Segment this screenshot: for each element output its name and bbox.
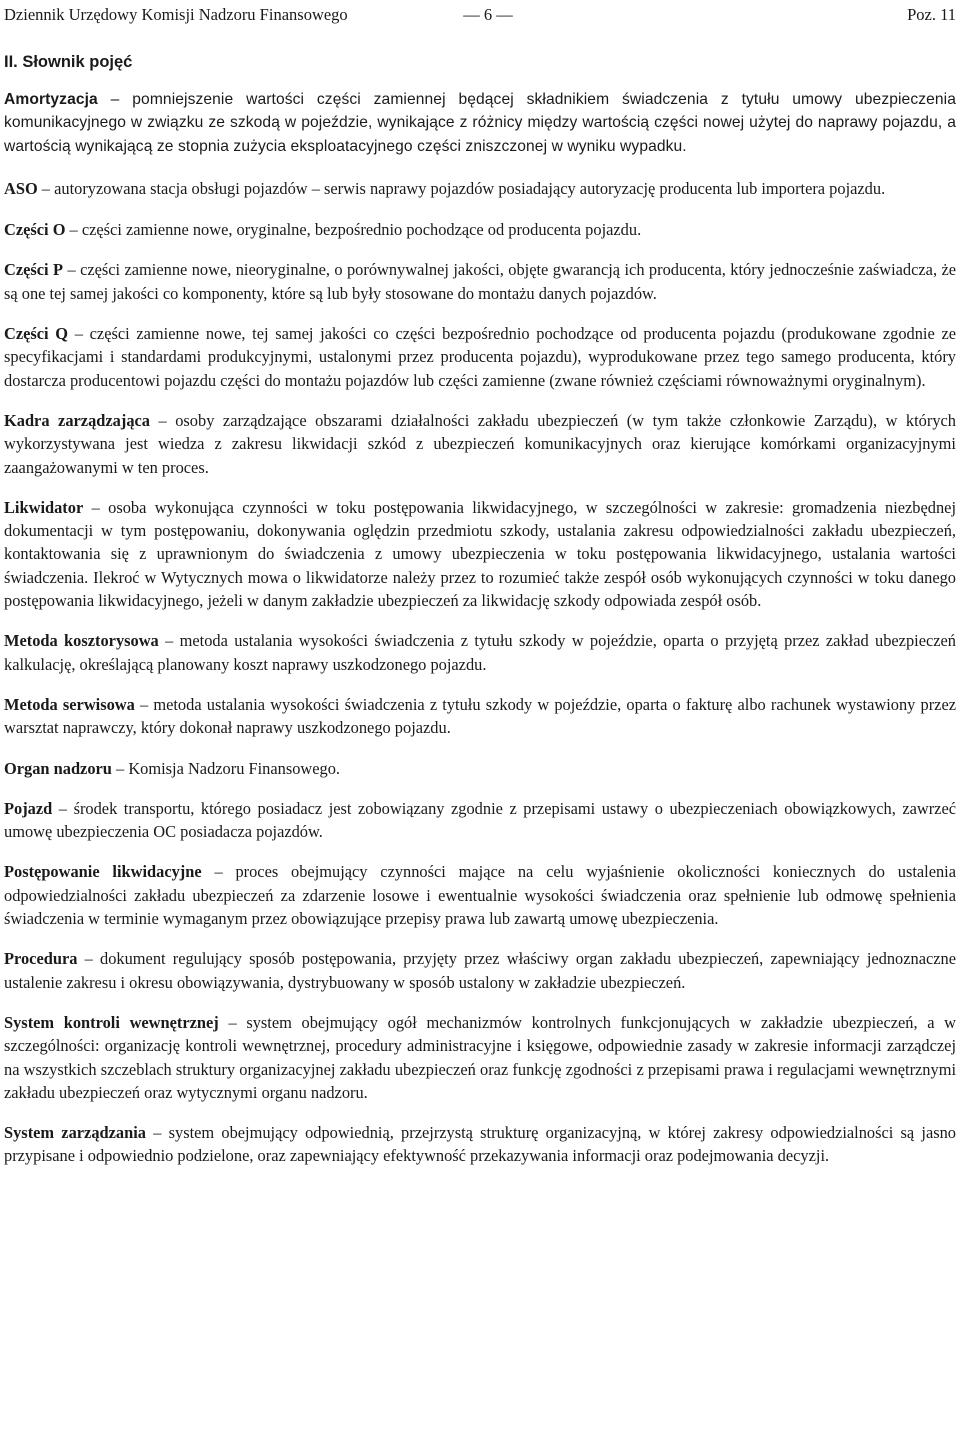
- definition-term: Kadra zarządzająca: [4, 410, 150, 430]
- running-header: [4, 0, 956, 30]
- definition-organ-nadzoru: Organ nadzoru – Komisja Nadzoru Finansowego.: [4, 758, 340, 778]
- definition-text: części zamienne nowe, oryginalne, bezpośrednio pochodzące od producenta pojazdu.: [81, 220, 642, 240]
- document-page: [4, 0, 956, 1168]
- definition-term: Postępowanie likwidacyjne: [4, 862, 202, 882]
- definition-term: Amortyzacja: [4, 91, 98, 108]
- definition-term: Procedura: [4, 949, 78, 969]
- definition-term: Części P: [4, 260, 64, 280]
- definition-pojazd: Pojazd – środek transportu, którego posiadacz jest zobowiązany zgodnie z przepisami ustawy o ubezpieczeniach obowiązkowych, zawrzeć umowę ubezpieczenia OC posiadacza pojazdów.: [4, 798, 957, 842]
- definition-metoda-kosztorysowa: Metoda kosztorysowa – metoda ustalania wysokości świadczenia z tytułu szkody w pojeździe, oparta o przyjętą przez zakład ubezpieczeń kalkulację, określającą planowany koszt naprawy uszkodzonego pojazdu.: [4, 631, 956, 674]
- definition-term: Metoda serwisowa: [4, 694, 135, 714]
- glossary: [4, 88, 956, 1168]
- definition-text: proces obejmujący czynności mające na celu wyjaśnienie okoliczności koniecznych do ustalenia odpowiedzialności zakładu ubezpieczeń za zdarzenie losowe i ewentualnie wysokości świadczenia oraz spełnienie lub odmowę spełnienia świadczenia w terminie wymaganym przez obowiązujące przepisy prawa lub zawartą umowę ubezpieczenia.: [4, 862, 957, 929]
- definition-likwidator: Likwidator – osoba wykonująca czynności w toku postępowania likwidacyjnego, w szczególności w zakresie: gromadzenia niezbędnej dokumentacji w tym postępowaniu, dokonywania oględzin przedmiotu szkody, ustalania zakresu odpowiedzialności zakładu ubezpieczeń, kontaktowania się z uprawnionym do świadczenia z umowy ubezpieczenia w toku postępowania likwidacyjnego, ustalania wartości świadczenia. Ilekroć w Wytycznych mowa o likwidatorze należy przez to rozumieć także zespół osób wykonujących czynności w toku danego postępowania likwidacyjnego, jeżeli w danym zakładzie ubezpieczeń za likwidację szkody odpowiada zespół osób.: [4, 497, 956, 611]
- definition-text: Komisja Nadzoru Finansowego.: [128, 758, 340, 778]
- definition-text: części zamienne nowe, tej samej jakości co części bezpośrednio pochodzące od producenta pojazdu (produkowane zgodnie ze specyfikacjami i standardami produkcyjnymi, ustalonymi przez producenta pojazdu), wyprodukowane przez tego samego producenta, który dostarcza producentowi pojazdu części do montażu pojazdów lub części zamienne (zwane również częściami równoważnymi oryginalnym).: [4, 324, 956, 390]
- section-title: II. Słownik pojęć: [4, 53, 133, 71]
- definition-system-kontroli-wewnetrznej: System kontroli wewnętrznej – system obejmujący ogół mechanizmów kontrolnych funkcjonujących w zakładzie ubezpieczeń, a w szczególności: organizację kontroli wewnętrznej, procedury administracyjne i księgowe, odpowiednie zasady w zakresie informacji zarządczej na wszystkich szczeblach struktury organizacyjnej zakładu ubezpieczeń oraz funkcję zgodności z przepisami prawa i regulacjami wewnętrznymi zakładu ubezpieczeń oraz wytycznymi organu nadzoru.: [4, 1012, 957, 1102]
- definition-aso: ASO – autoryzowana stacja obsługi pojazdów – serwis naprawy pojazdów posiadający autoryzację producenta lub importera pojazdu.: [4, 178, 886, 198]
- definition-procedura: Procedura – dokument regulujący sposób postępowania, przyjęty przez właściwy organ zakładu ubezpieczeń, zapewniający jednoznaczne ustalenie zakresu i okresu obowiązywania, dystrybuowany w sposób ustalony w zakładzie ubezpieczeń.: [4, 949, 957, 992]
- definition-text: metoda ustalania wysokości świadczenia z tytułu szkody w pojeździe, oparta o przyjętą przez zakład ubezpieczeń kalkulację, określającą planowany koszt naprawy uszkodzonego pojazdu.: [4, 631, 956, 674]
- definition-postepowanie-likwidacyjne: Postępowanie likwidacyjne – proces obejmujący czynności mające na celu wyjaśnienie okoliczności koniecznych do ustalenia odpowiedzialności zakładu ubezpieczeń za zdarzenie losowe i ewentualnie wysokości świadczenia oraz spełnienie lub odmowę spełnienia świadczenia w terminie wymaganym przez obowiązujące przepisy prawa lub zawartą umowę ubezpieczenia.: [4, 862, 957, 929]
- definition-text: osoba wykonująca czynności w toku postępowania likwidacyjnego, w szczególności w zakresie: gromadzenia niezbędnej dokumentacji w tym postępowaniu, dokonywania oględzin przedmiotu szkody, ustalania zakresu odpowiedzialności zakładu ubezpieczeń, kontaktowania się z uprawnionym do świadczenia z umowy ubezpieczenia w toku postępowania likwidacyjnego, ustalania wartości świadczenia. Ilekroć w Wytycznych mowa o likwidatorze należy przez to rozumieć także zespół osób wykonujących czynności w toku danego postępowania likwidacyjnego, jeżeli w danym zakładzie ubezpieczeń za likwidację szkody odpowiada zespół osób.: [4, 497, 956, 611]
- definition-text: osoby zarządzające obszarami działalności zakładu ubezpieczeń (w tym także członkowie Zarządu), w których wykorzystywana jest wiedza z zakresu likwidacji szkód z ubezpieczeń komunikacyjnych oraz kierujące komórkami organizacyjnymi zaangażowanymi w ten proces.: [4, 410, 956, 477]
- definition-czesci-p: Części P – części zamienne nowe, nieoryginalne, o porównywalnej jakości, objęte gwarancją ich producenta, który jednocześnie zaświadcza, że są one tej samej jakości co komponenty, które są lub były stosowane do montażu danych pojazdów.: [4, 260, 957, 303]
- definition-czesci-q: Części Q – części zamienne nowe, tej samej jakości co części bezpośrednio pochodzące od producenta pojazdu (produkowane zgodnie ze specyfikacjami i standardami produkcyjnymi, ustalonymi przez producenta pojazdu), wyprodukowane przez tego samego producenta, który dostarcza producentowi pojazdu części do montażu pojazdów lub części zamienne (zwane również częściami równoważnymi oryginalnym).: [4, 324, 956, 390]
- definition-term: Metoda kosztorysowa: [4, 631, 159, 651]
- definition-text: system obejmujący odpowiednią, przejrzystą strukturę organizacyjną, w której zakresy odpowiedzialności są jasno przypisane i odpowiednio podzielone, oraz zapewniający efektywność przekazywania informacji oraz podejmowania decyzji.: [4, 1123, 957, 1166]
- definition-metoda-serwisowa: Metoda serwisowa – metoda ustalania wysokości świadczenia z tytułu szkody w pojeździe, oparta o fakturę albo rachunek wystawiony przez warsztat naprawczy, który dokonał naprawy uszkodzonego pojazdu.: [4, 694, 956, 738]
- definition-text: pomniejszenie wartości części zamiennej będącej składnikiem świadczenia z tytułu umowy ubezpieczenia komunikacyjnego w związku ze szkodą w pojeździe, wynikające z różnicy między wartością części nowej użytej do naprawy pojazdu, a wartością wynikającą ze stopnia zużycia eksploatacyjnego części zniszczonej w wyniku wypadku.: [4, 91, 957, 155]
- definition-term: ASO: [4, 178, 38, 198]
- journal-title: Dziennik Urzędowy Komisji Nadzoru Finansowego: [4, 5, 348, 24]
- definition-czesci-o: Części O – części zamienne nowe, oryginalne, bezpośrednio pochodzące od producenta pojazdu.: [4, 220, 642, 240]
- definition-text: system obejmujący ogół mechanizmów kontrolnych funkcjonujących w zakładzie ubezpieczeń, a w szczególności: organizację kontroli wewnętrznej, procedury administracyjne i księgowe, odpowiednie zasady w zakresie informacji zarządczej na wszystkich szczeblach struktury organizacyjnej zakładu ubezpieczeń oraz funkcję zgodności z przepisami prawa i regulacjami wewnętrznymi zakładu ubezpieczeń oraz wytycznymi organu nadzoru.: [4, 1012, 957, 1102]
- definition-term: Części Q: [4, 324, 69, 344]
- page-number: — 6 —: [463, 5, 513, 24]
- definition-text: części zamienne nowe, nieoryginalne, o porównywalnej jakości, objęte gwarancją ich producenta, który jednocześnie zaświadcza, że są one tej samej jakości co komponenty, które są lub były stosowane do montażu danych pojazdów.: [4, 260, 957, 303]
- position-number: Poz. 11: [907, 5, 956, 24]
- definition-term: Organ nadzoru: [4, 758, 112, 778]
- definition-text: autoryzowana stacja obsługi pojazdów – serwis naprawy pojazdów posiadający autoryzację producenta lub importera pojazdu.: [54, 178, 886, 198]
- definition-term: Części O: [4, 220, 66, 240]
- definition-text: metoda ustalania wysokości świadczenia z tytułu szkody w pojeździe, oparta o fakturę albo rachunek wystawiony przez warsztat naprawczy, który dokonał naprawy uszkodzonego pojazdu.: [4, 694, 956, 738]
- definition-text: dokument regulujący sposób postępowania, przyjęty przez właściwy organ zakładu ubezpieczeń, zapewniający jednoznaczne ustalenie zakresu i okresu obowiązywania, dystrybuowany w sposób ustalony w zakładzie ubezpieczeń.: [4, 949, 957, 992]
- definition-term: Likwidator: [4, 497, 84, 517]
- definition-term: System kontroli wewnętrznej: [4, 1012, 219, 1032]
- definition-amortyzacja: Amortyzacja – pomniejszenie wartości części zamiennej będącej składnikiem świadczenia z tytułu umowy ubezpieczenia komunikacyjnego w związku ze szkodą w pojeździe, wynikające z różnicy między wartością części nowej użytej do naprawy pojazdu, a wartością wynikającą ze stopnia zużycia eksploatacyjnego części zniszczonej w wyniku wypadku.: [4, 91, 957, 155]
- definition-text: środek transportu, którego posiadacz jest zobowiązany zgodnie z przepisami ustawy o ubezpieczeniach obowiązkowych, zawrzeć umowę ubezpieczenia OC posiadacza pojazdów.: [4, 798, 957, 842]
- definition-term: Pojazd: [4, 798, 53, 818]
- definition-term: System zarządzania: [4, 1123, 146, 1143]
- definition-system-zarzadzania: System zarządzania – system obejmujący odpowiednią, przejrzystą strukturę organizacyjną, w której zakresy odpowiedzialności są jasno przypisane i odpowiednio podzielone, oraz zapewniający efektywność przekazywania informacji oraz podejmowania decyzji.: [4, 1123, 957, 1166]
- definition-kadra-zarzadzajaca: Kadra zarządzająca – osoby zarządzające obszarami działalności zakładu ubezpieczeń (w tym także członkowie Zarządu), w których wykorzystywana jest wiedza z zakresu likwidacji szkód z ubezpieczeń komunikacyjnych oraz kierujące komórkami organizacyjnymi zaangażowanymi w ten proces.: [4, 410, 956, 477]
